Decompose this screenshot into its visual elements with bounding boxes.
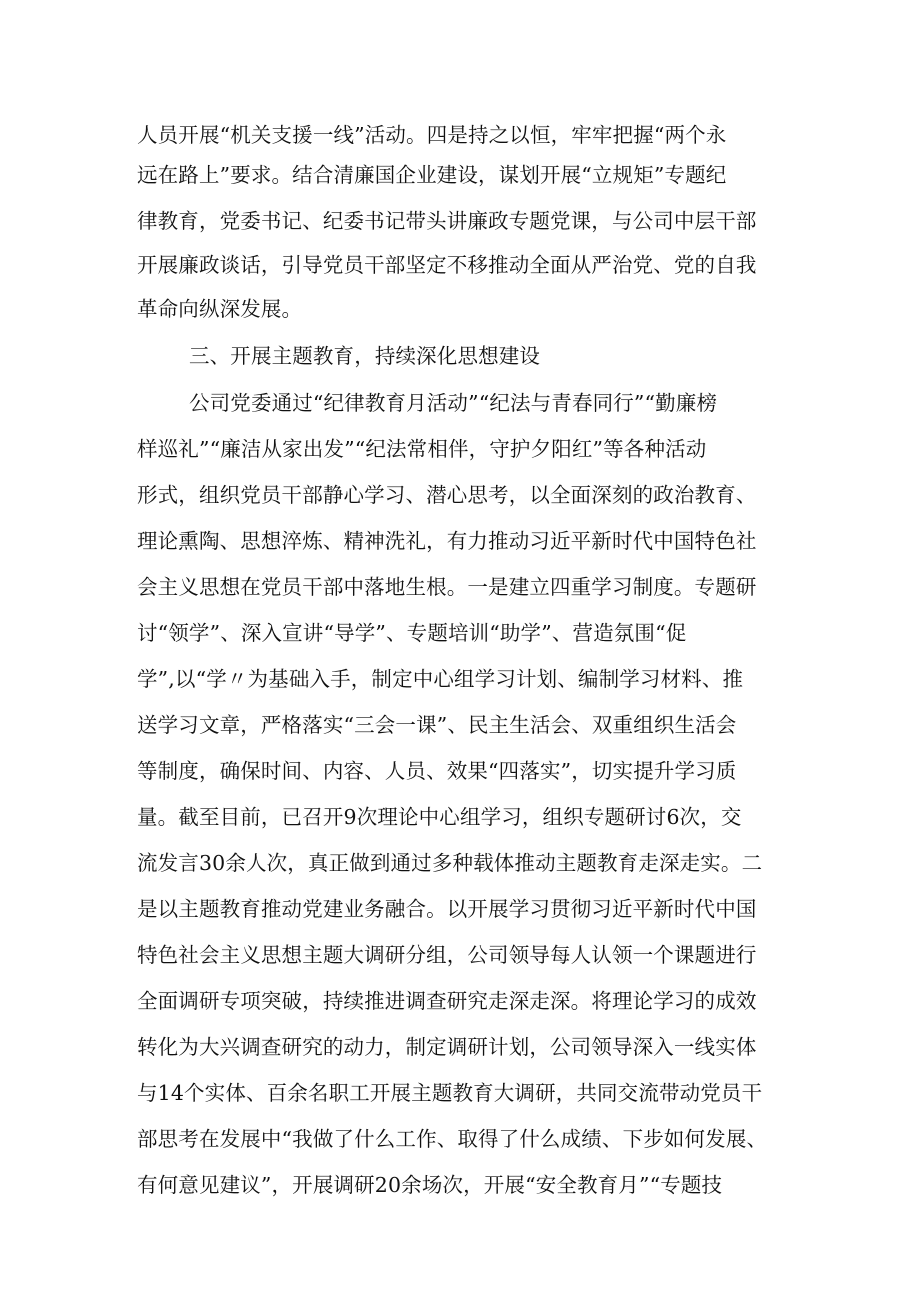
body-text-line: 远在路上”要求。结合清廉国企业建设，谋划开展“立规矩”专题纪 (137, 163, 727, 187)
body-text-line: 部思考在发展中“我做了什么工作、取得了什么成绩、下步如何发展、 (137, 1127, 768, 1151)
body-text-line: 会主义思想在党员干部中落地生根。一是建立四重学习制度。专题研 (137, 575, 757, 599)
body-text-line: 有何意见建议”，开展调研20余场次，开展“安全教育月”“专题技 (137, 1173, 723, 1197)
body-text-line: 量。截至目前，已召开9次理论中心组学习，组织专题研讨6次，交 (137, 805, 742, 829)
body-text-line: 理论熏陶、思想淬炼、精神洗礼，有力推动习近平新时代中国特色社 (137, 529, 757, 553)
body-text-line: 转化为大兴调查研究的动力，制定调研计划，公司领导深入一线实体 (137, 1035, 757, 1059)
body-text-line: 等制度，确保时间、内容、人员、效果“四落实”，切实提升学习质 (137, 759, 737, 783)
body-text-line: 律教育，党委书记、纪委书记带头讲廉政专题党课，与公司中层干部 (137, 209, 757, 233)
body-text-line: 形式，组织党员干部静心学习、潜心思考，以全面深刻的政治教育、 (137, 483, 757, 507)
body-text-line: 开展廉政谈话，引导党员干部坚定不移推动全面从严治党、党的自我 (137, 253, 757, 277)
body-text-line: 样巡礼”“廉洁从家出发”“纪法常相伴，守护夕阳红”等各种活动 (137, 437, 707, 461)
body-text-line: 流发言30余人次，真正做到通过多种载体推动主题教育走深走实。二 (137, 851, 763, 875)
body-text-line: 学”,以“学〃为基础入手，制定中心组学习计划、编制学习材料、推 (137, 667, 744, 691)
body-text-line: 公司党委通过“纪律教育月活动”“纪法与青春同行”“勤廉榜 (189, 391, 718, 415)
body-text-line: 革命向纵深发展。 (137, 297, 303, 321)
body-text-line: 特色社会主义思想主题大调研分组，公司领导每人认领一个课题进行 (137, 943, 757, 967)
body-text-line: 人员开展“机关支援一线”活动。四是持之以恒，牢牢把握“两个永 (137, 123, 727, 147)
section-heading: 三、开展主题教育，持续深化思想建设 (189, 344, 541, 368)
body-text-line: 讨“领学”、深入宣讲“导学”、专题培训“助学”、营造氛围“促 (137, 621, 687, 645)
body-text-line: 是以主题教育推动党建业务融合。以开展学习贯彻习近平新时代中国 (137, 897, 757, 921)
body-text-line: 与14个实体、百余名职工开展主题教育大调研，共同交流带动党员干 (137, 1081, 763, 1105)
body-text-line: 送学习文章，严格落实“三会一课”、民主生活会、双重组织生活会 (137, 713, 737, 737)
body-text-line: 全面调研专项突破，持续推进调查研究走深走深。将理论学习的成效 (137, 989, 757, 1013)
